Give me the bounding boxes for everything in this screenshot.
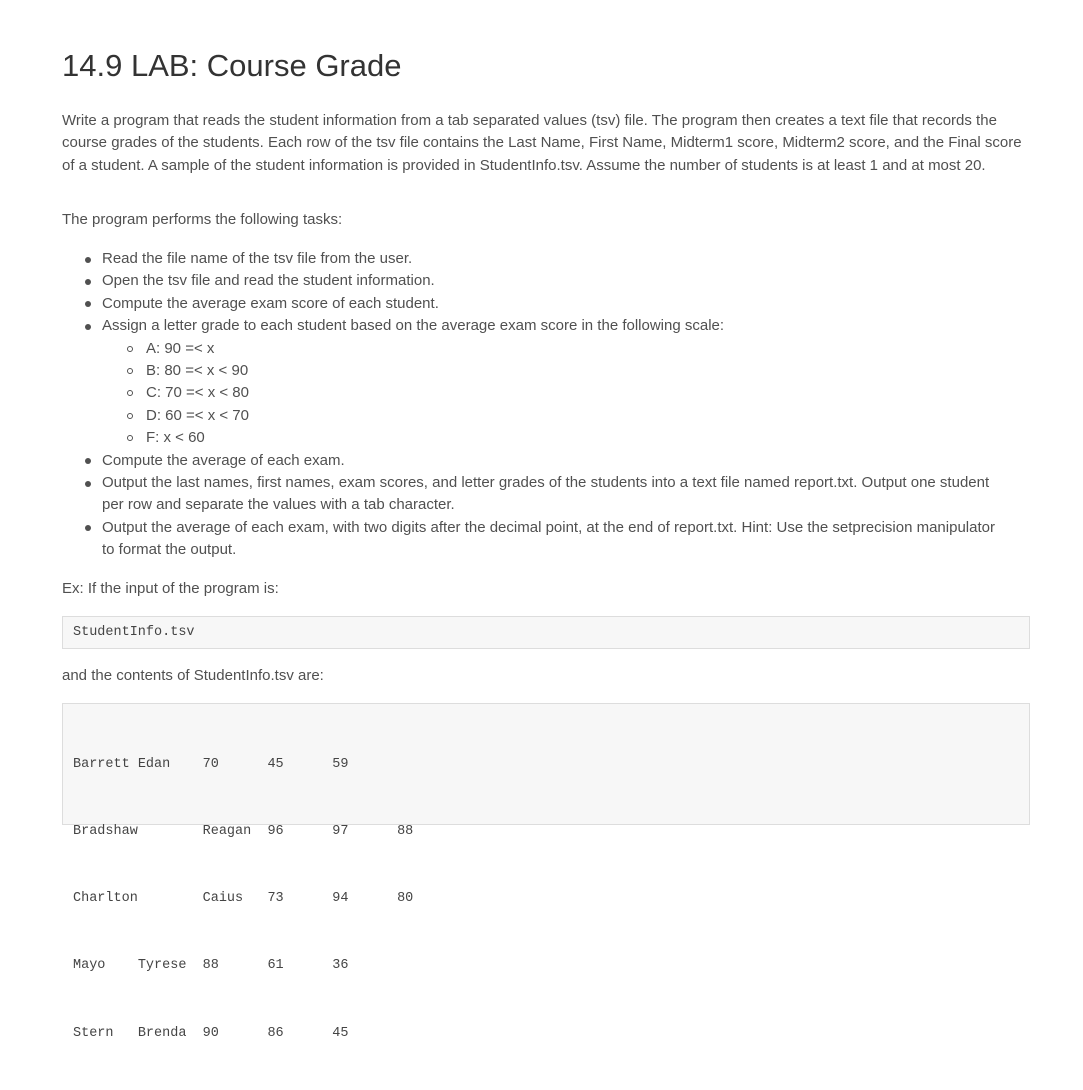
- tsv-row: Stern Brenda 90 86 45: [73, 1025, 349, 1041]
- example-label: Ex: If the input of the program is:: [62, 580, 279, 597]
- task-text: Compute the average exam score of each student.: [102, 294, 439, 312]
- task-item: [102, 472, 1002, 517]
- tsv-row: Bradshaw Reagan 96 97 88: [73, 824, 414, 840]
- task-item: [102, 517, 1002, 562]
- task-item: [102, 248, 1002, 270]
- task-item: [102, 270, 1002, 292]
- tsv-row: Charlton Caius 73 94 80: [73, 891, 414, 907]
- grade-scale-item: A: 90 =< x: [146, 338, 1002, 360]
- task-item: [102, 450, 1002, 472]
- tsv-row: Mayo Tyrese 88 61 36: [73, 958, 349, 974]
- task-text: Open the tsv file and read the student information.: [102, 272, 435, 290]
- page-title: 14.9 LAB: Course Grade: [62, 48, 402, 83]
- task-text: Assign a letter grade to each student based on the average exam score in the following scale:: [102, 317, 725, 335]
- grade-scale-item: C: 70 =< x < 80: [146, 382, 1002, 404]
- intro-paragraph: Write a program that reads the student information from a tab separated values (tsv) file. The program then creates a text file that records the course grades of the students. Each row of the tsv file contains the Last Name, First Name, Midterm1 score, Midterm2 score, and the Final score of a student. A sample of the student information is provided in StudentInfo.tsv. Assume the number of students is at least 1 and at most 20.: [62, 112, 1022, 174]
- task-item: [102, 315, 1002, 449]
- grade-scale-item: F: x < 60: [146, 427, 1002, 449]
- grade-scale-item: D: 60 =< x < 70: [146, 405, 1002, 427]
- task-list: [62, 248, 1002, 562]
- task-text: Output the average of each exam, with two digits after the decimal point, at the end of report.txt. Hint: Use the setprecision manipulator to format the output.: [102, 518, 995, 559]
- task-text: Read the file name of the tsv file from the user.: [102, 250, 413, 267]
- example-input-code: StudentInfo.tsv: [62, 616, 1030, 649]
- grade-scale-list: [102, 338, 1002, 450]
- task-item: [102, 293, 1002, 315]
- task-text: Compute the average of each exam.: [102, 451, 345, 469]
- tasks-intro: The program performs the following tasks:: [62, 211, 343, 228]
- task-text: Output the last names, first names, exam scores, and letter grades of the students into a text file named report.txt. Output one student per row and separate the values with a tab character.: [102, 474, 990, 514]
- contents-label: and the contents of StudentInfo.tsv are:: [62, 667, 324, 684]
- grade-scale-item: B: 80 =< x < 90: [146, 360, 1002, 382]
- tsv-row: Barrett Edan 70 45 59: [73, 756, 349, 772]
- tsv-contents-code: [62, 703, 1030, 1041]
